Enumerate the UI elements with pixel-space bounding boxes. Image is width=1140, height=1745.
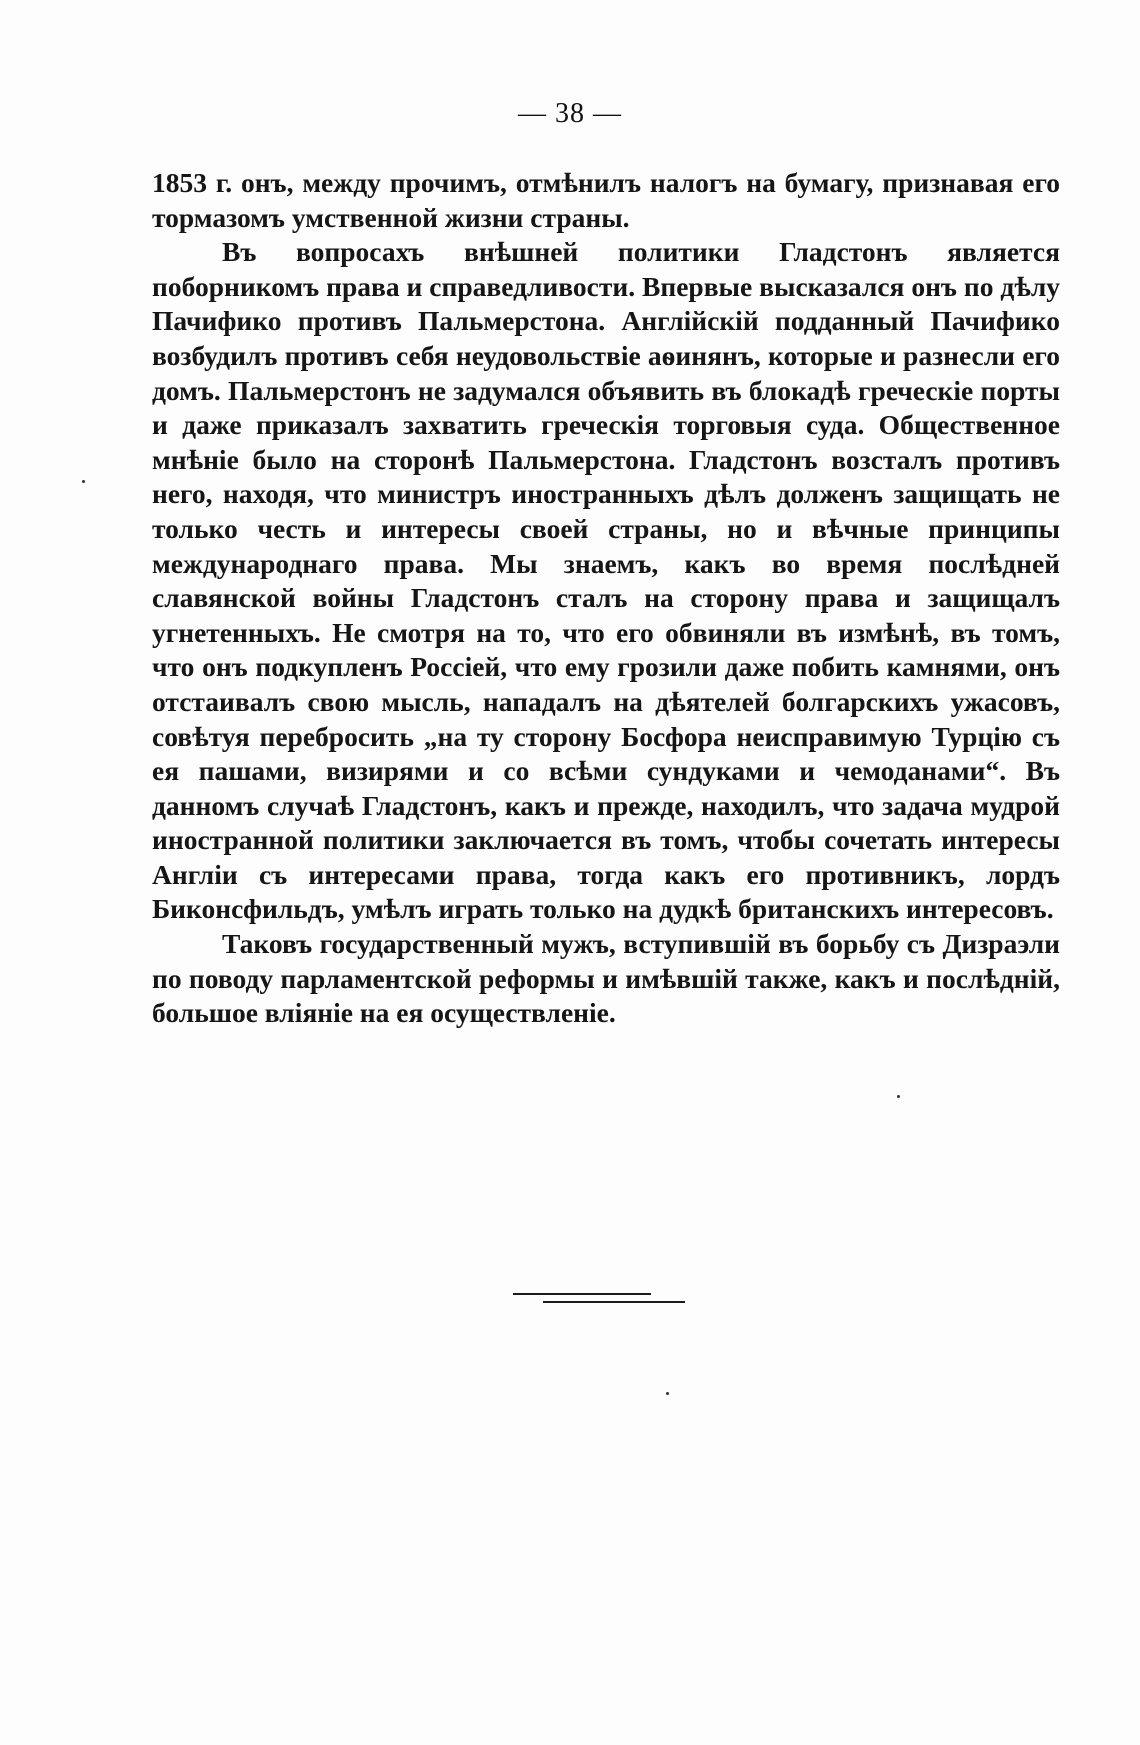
end-rule-top [513, 1293, 651, 1295]
page-number: — 38 — [518, 98, 622, 129]
scan-speck [897, 1095, 900, 1098]
paragraph-1: 1853 г. онъ, между прочимъ, отмѣнилъ налогъ на бумагу, признавая его тормазомъ умственной жизни страны. [152, 167, 1060, 233]
page-body-text [152, 166, 1060, 1031]
scan-speck [82, 480, 85, 483]
paragraph-2: Въ вопросахъ внѣшней политики Гладстонъ является поборникомъ права и справедливости. Впервые высказался онъ по дѣлу Пачифико противъ Пальмерстона. Англійскій подданный Пачифико возбудилъ противъ себя неудовольствіе аѳинянъ, которые и разнесли его домъ. Пальмерстонъ не задумался объявить въ блокадѣ греческіе порты и даже приказалъ захватить греческія торговыя суда. Общественное мнѣніе было на сторонѣ Пальмерстона. Гладстонъ возсталъ противъ него, находя, что министръ иностранныхъ дѣлъ долженъ защищать не только честь и интересы своей страны, но и вѣчные принципы международнаго права. Мы знаемъ, какъ во время послѣдней славянской войны Гладстонъ сталъ на сторону права и защищалъ угнетенныхъ. Не смотря на то, что его обвиняли въ измѣнѣ, въ томъ, что онъ подкупленъ Россіей, что ему грозили даже побить камнями, онъ отстаивалъ свою мысль, нападалъ на дѣятелей болгарскихъ ужасовъ, совѣтуя перебросить „на ту сторону Босфора неисправимую Турцію съ ея пашами, визирями и со всѣми сундуками и чемоданами“. Въ данномъ случаѣ Гладстонъ, какъ и прежде, находилъ, что задача мудрой иностранной политики заключается въ томъ, чтобы сочетать интересы Англіи съ интересами права, тогда какъ его противникъ, лордъ Биконсфильдъ, умѣлъ играть только на дудкѣ британскихъ интересовъ. [152, 236, 1060, 925]
end-rule-bottom [543, 1301, 685, 1303]
paragraph-3: Таковъ государственный мужъ, вступившій въ борьбу съ Дизраэли по поводу парламентской реформы и имѣвшій также, какъ и послѣдній, большое вліяніе на ея осуществленіе. [152, 928, 1060, 1029]
scan-speck [666, 1392, 669, 1395]
